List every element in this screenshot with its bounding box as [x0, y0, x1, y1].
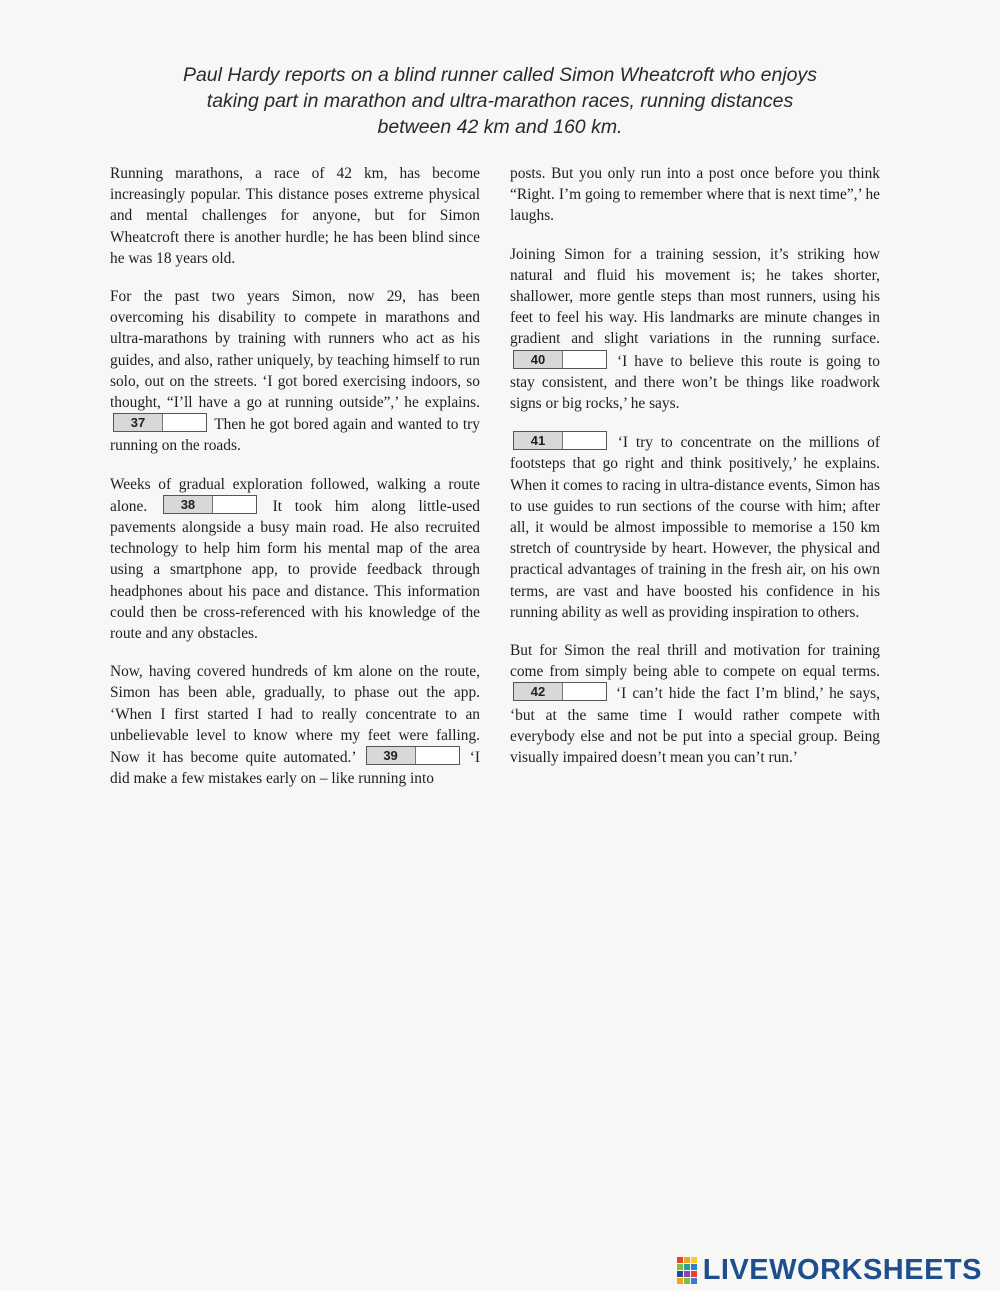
- paragraph-6-text-b: ‘I have to believe this route is going to stay consistent, and there won’t be things like roadwork signs or big rocks,’ he says.: [510, 352, 880, 413]
- paragraph-2: [110, 286, 480, 457]
- intro-line-2: taking part in marathon and ultra-marathon races, running distances: [206, 90, 794, 112]
- paragraph-3: [110, 474, 480, 645]
- gap-41-number: 41: [514, 432, 563, 449]
- paragraph-6-text-a: Joining Simon for a training session, it’s striking how natural and fluid his movement is; he takes shorter, shallower, more gentle steps than most runners, using his feet to feel his way. His landmarks are minute changes in gradient and slight variations in the running surface.: [510, 245, 880, 348]
- gap-38-number: 38: [164, 496, 213, 513]
- paragraph-5: posts. But you only run into a post once before you think “Right. I’m going to remember where that is next time”,’ he laughs.: [510, 165, 880, 225]
- paragraph-4: [110, 661, 480, 789]
- left-column: [110, 163, 480, 806]
- paragraph-8-text-a: But for Simon the real thrill and motivation for training come from simply being able to compete on equal terms.: [510, 642, 880, 681]
- gap-37-input[interactable]: [113, 413, 207, 432]
- gap-39-number: 39: [367, 747, 416, 764]
- gap-42-input[interactable]: [513, 682, 607, 701]
- right-column: [510, 163, 880, 785]
- intro-line-1: Paul Hardy reports on a blind runner called Simon Wheatcroft who enjoys: [182, 64, 818, 86]
- gap-40-input[interactable]: [513, 350, 607, 369]
- paragraph-3-text-b: It took him along little-used pavements alongside a busy main road. He also recruited technology to help him form his mental map of the area using a smartphone app, to provide feedback through headphones about his pace and distance. This information could then be cross-referenced with his knowledge of the route and any obstacles.: [110, 497, 480, 643]
- paragraph-8: [510, 640, 880, 768]
- gap-39-input[interactable]: [366, 746, 460, 765]
- gap-38-input[interactable]: [163, 495, 257, 514]
- gap-40-number: 40: [514, 351, 563, 368]
- paragraph-7-text: ‘I try to concentrate on the millions of footsteps that go right and think positively,’ he explains. When it comes to racing in ultra-distance events, Simon has to use guides to run sections of the course with him; after all, it would be almost impossible to memorise a 150 km stretch of countryside by heart. However, the physical and practical advantages of training in the fresh air, on his own terms, are vast and have boosted his confidence in his running ability as well as providing inspiration to others.: [510, 434, 880, 621]
- paragraph-8-text-b: ‘I can’t hide the fact I’m blind,’ he says, ‘but at the same time I would rather compete with everybody else and not be put into a special group. Being visually impaired doesn’t mean you can’t run.’: [510, 685, 880, 767]
- paragraph-4-text-b: ‘I did make a few mistakes early on – like running into: [110, 749, 480, 788]
- logo-wordmark: LIVEWORKSHEETS: [702, 1254, 982, 1286]
- paragraph-1: Running marathons, a race of 42 km, has become increasingly popular. This distance poses extreme physical and mental challenges for anyone, but for Simon Wheatcroft there is another hurdle; he has been blind since he was 18 years old.: [110, 165, 480, 267]
- liveworksheets-logo[interactable]: [677, 1255, 982, 1285]
- gap-41-input[interactable]: [513, 431, 607, 450]
- intro-heading: [100, 62, 900, 140]
- paragraph-2-text-a: For the past two years Simon, now 29, has been overcoming his disability to compete in marathons and ultra-marathons by training with runners who act as his guides, and also, rather uniquely, by teaching himself to run solo, out on the streets. ‘I got bored exercising indoors, so thought, “I’ll have a go at running outside”,’ he explains.: [110, 288, 480, 412]
- gap-42-number: 42: [514, 683, 563, 700]
- intro-line-3: between 42 km and 160 km.: [377, 116, 623, 138]
- paragraph-2-text-b: Then he got bored again and wanted to try running on the roads.: [110, 416, 481, 455]
- paragraph-3-text-a: Weeks of gradual exploration followed, walking a route alone.: [110, 475, 480, 515]
- paragraph-7: [510, 431, 880, 623]
- logo-grid-icon: [677, 1257, 697, 1284]
- gap-37-number: 37: [114, 414, 163, 431]
- paragraph-6: [510, 244, 880, 415]
- paragraph-4-text-a: Now, having covered hundreds of km alone on the route, Simon has been able, gradually, to phase out the app. ‘When I first started I had to really concentrate to an unbelievable level to know where my feet were falling. Now it has become quite automated.’: [110, 663, 480, 767]
